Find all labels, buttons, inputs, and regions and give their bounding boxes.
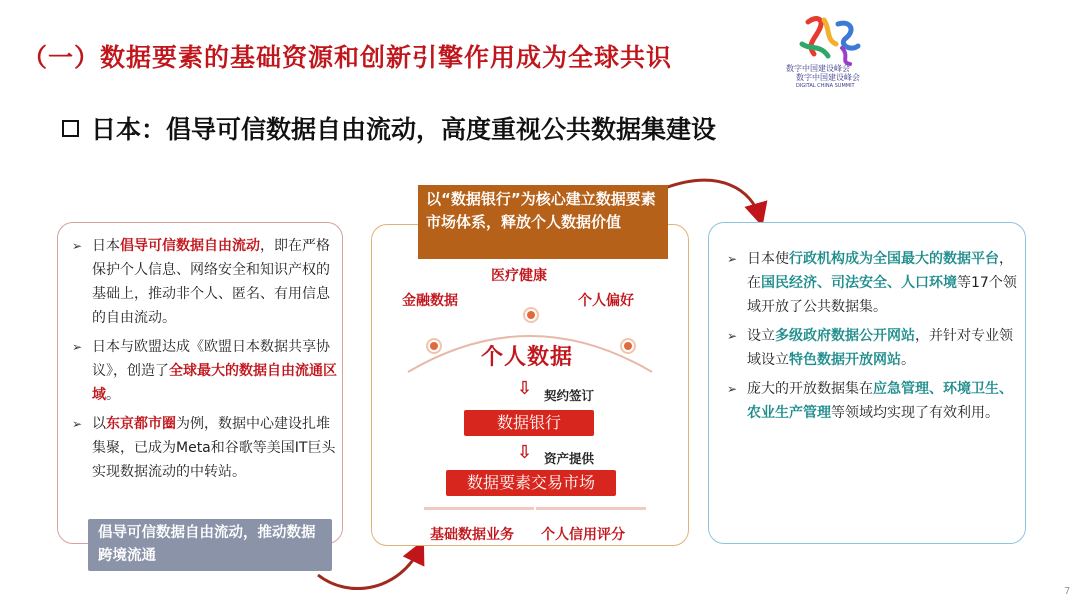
arrow-bullet-icon: ➢ — [727, 382, 738, 396]
right-bullet-3-part-1: 庞大的开放数据集在 — [747, 381, 873, 397]
data-market-box: 数据要素交易市场 — [446, 470, 616, 496]
label-personal-preference: 个人偏好 — [578, 293, 634, 309]
logo-tagline-line-2: 数字中国建设峰会 — [796, 73, 860, 82]
arrow-bullet-icon: ➢ — [72, 417, 83, 431]
data-bank-box: 数据银行 — [464, 410, 594, 436]
left-bullet-1-post: ，即在严格保护个人信息、网络安全和知识产权的基础上，推动非个人、匿名、有用信息的自由流动。 — [92, 238, 330, 326]
right-bullet-3-part-2: 应急管理、环境卫生、农业生产管理 — [747, 381, 1013, 421]
down-arrow-icon: ⇩ — [517, 378, 533, 399]
left-bullet-1-highlight: 倡导可信数据自由流动 — [120, 238, 260, 254]
page-number: 7 — [1064, 586, 1071, 597]
right-bullet-1-part-2: 行政机构成为全国最大的数据平台 — [789, 251, 999, 267]
right-bullet-2-part-5: 。 — [901, 352, 915, 368]
arrow-bullet-icon: ➢ — [72, 239, 83, 253]
right-panel — [708, 222, 1026, 544]
slide-title: （一）数据要素的基础资源和创新引擎作用成为全球共识 — [22, 43, 673, 72]
left-bullet-3-highlight: 东京都市圈 — [106, 416, 176, 432]
logo-tagline-en: DIGITAL CHINA SUMMIT — [796, 83, 855, 89]
right-bullet-1-part-3: ，在 — [747, 251, 1013, 291]
right-bullet-1-part-5: 等17个领域开放了公共数据集。 — [747, 275, 1017, 315]
right-bullet-2 — [721, 324, 1017, 372]
left-bullet-2-post: 。 — [106, 387, 120, 403]
left-bullet-2-highlight: 全球最大的数据自由流通区域 — [92, 363, 337, 403]
left-bullet-1-pre: 日本 — [92, 238, 120, 254]
arrow-bullet-icon: ➢ — [727, 329, 738, 343]
arrow-bullet-icon: ➢ — [727, 252, 738, 266]
left-bullet-2-pre: 日本与欧盟达成《欧盟日本数据共享协议》，创造了 — [92, 339, 330, 379]
left-panel-tag: 倡导可信数据自由流动，推动数据跨境流通 — [88, 519, 332, 571]
label-personal-data: 个人数据 — [481, 345, 574, 370]
right-bullet-2-part-4: 特色数据开放网站 — [789, 352, 901, 368]
right-bullet-1-part-4: 国民经济、司法安全、人口环境 — [761, 275, 957, 291]
left-bullet-3-post: 为例，数据中心建设扎堆集聚，已成为Meta和谷歌等美国IT巨头实现数据流动的中转站。 — [92, 416, 336, 480]
right-bullet-2-part-1: 设立 — [747, 328, 775, 344]
label-medical: 医疗健康 — [491, 268, 547, 284]
left-bullet-3-pre: 以 — [92, 416, 106, 432]
down-arrow-icon: ⇩ — [517, 442, 533, 463]
label-contract: 契约签订 — [544, 388, 595, 403]
label-basic-business: 基础数据业务 — [430, 527, 514, 543]
middle-panel-tag: 以“数据银行”为核心建立数据要素市场体系，释放个人数据价值 — [418, 185, 668, 259]
arrow-bullet-icon: ➢ — [72, 340, 83, 354]
right-bullet-2-part-3: ，并针对专业领域设立 — [747, 328, 1013, 368]
label-finance: 金融数据 — [402, 293, 458, 309]
right-bullet-3-part-3: 等领域均实现了有效利用。 — [831, 405, 999, 421]
right-bullet-1 — [721, 247, 1017, 319]
logo-tagline-line-1: 数字中国建设峰会 — [786, 64, 850, 73]
right-bullet-3 — [721, 377, 1017, 425]
subtitle-text: 日本：倡导可信数据自由流动，高度重视公共数据集建设 — [91, 115, 717, 144]
right-bullet-1-part-1: 日本使 — [747, 251, 789, 267]
label-credit-score: 个人信用评分 — [541, 527, 625, 543]
right-bullet-2-part-2: 多级政府数据公开网站 — [775, 328, 915, 344]
label-asset-provision: 资产提供 — [544, 451, 595, 466]
